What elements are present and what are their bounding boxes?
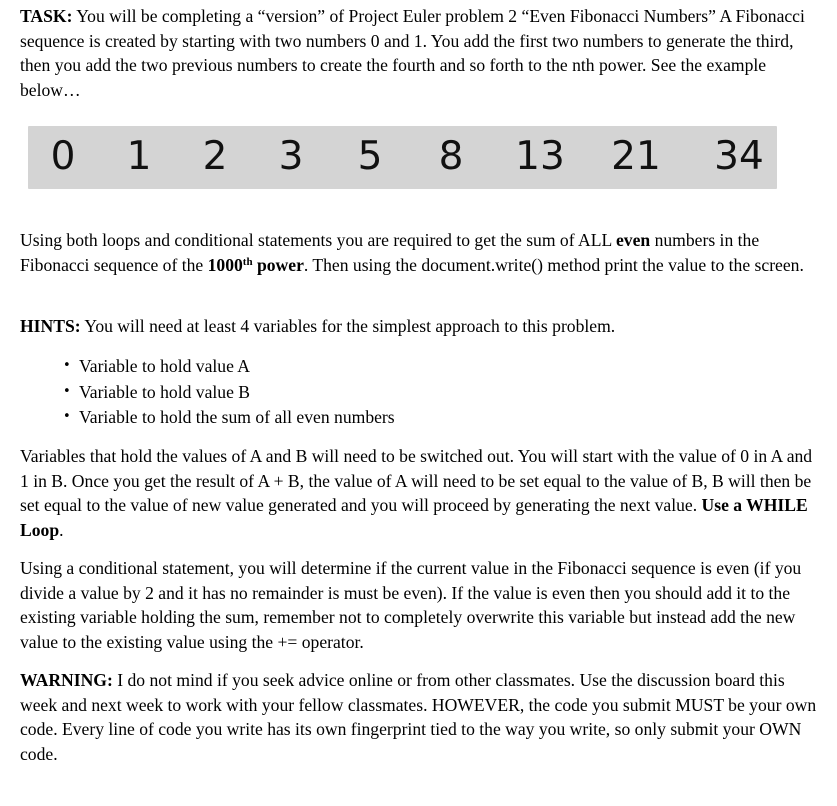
task-text <box>20 4 820 102</box>
hints-paragraph <box>20 314 820 339</box>
fibonacci-number: 2 <box>202 134 228 179</box>
hints-list <box>20 354 800 431</box>
conditional-paragraph <box>20 556 820 654</box>
task-label: TASK: <box>20 6 73 26</box>
fibonacci-number: 34 <box>714 134 764 179</box>
warning-label: WARNING: <box>20 670 113 690</box>
bullet-icon: • <box>63 358 71 373</box>
fibonacci-number: 21 <box>611 134 661 179</box>
conditional-text: Using a conditional statement, you will determine if the current value in the Fibonacci sequence is even (if you divide a value by 2 and it has no remainder is must be even). If the value is even then you should add it to the existing variable holding the sum, remember not to completely overwrite this variable but instead add the new value to the existing value using the += operator. <box>20 558 802 652</box>
power-superscript: th <box>242 255 253 268</box>
requirement-bold-even: even <box>615 230 651 250</box>
fibonacci-number: 1 <box>126 134 152 179</box>
hints-label: HINTS: <box>20 316 81 336</box>
variables-body: Variables that hold the values of A and B will need to be switched out. You will start with the value of 0 in A and 1 in B. Once you get the result of A + B, the value of A will need to be set equal to the value of B, B will then be set equal to the value of new value generated and you will proceed by generating the next value. <box>20 446 813 516</box>
list-item-text: Variable to hold the sum of all even numbers <box>79 407 395 427</box>
list-item-text: Variable to hold value B <box>79 381 251 402</box>
requirement-part2: numbers in the Fibonacci sequence of the <box>20 230 760 275</box>
fibonacci-number: 5 <box>357 134 383 179</box>
bullet-icon: • <box>63 383 71 399</box>
fibonacci-number: 13 <box>515 134 565 179</box>
variables-end: . <box>59 519 64 540</box>
requirement-text <box>20 228 820 277</box>
hints-text <box>20 314 820 339</box>
power-number: 1000 <box>207 254 243 275</box>
list-item <box>20 354 800 380</box>
hints-body: You will need at least 4 variables for the simplest approach to this problem. <box>80 316 616 336</box>
warning-text <box>20 668 820 766</box>
fibonacci-number: 3 <box>278 134 304 179</box>
while-loop-instruction: Use a WHILE Loop <box>20 495 808 540</box>
requirement-paragraph <box>20 228 820 277</box>
variables-text <box>20 444 820 542</box>
list-item <box>20 380 800 406</box>
warning-body: I do not mind if you seek advice online or from other classmates. Use the discussion board this week and next week to work with your fellow classmates. HOWEVER, the code you submit MUST be your own code. Every line of code you write has its own fingerprint tied to the way you write, so only submit your OWN code. <box>20 670 817 764</box>
fibonacci-number: 0 <box>50 134 76 179</box>
warning-paragraph <box>20 668 820 766</box>
list-item <box>20 405 800 431</box>
requirement-part1: Using both loops and conditional statements you are required to get the sum of ALL <box>20 230 616 250</box>
variables-paragraph <box>20 444 820 542</box>
fibonacci-number: 8 <box>438 134 464 179</box>
bullet-icon: • <box>63 409 71 424</box>
task-body: You will be completing a “version” of Project Euler problem 2 “Even Fibonacci Numbers” A Fibonacci sequence is created by starting with two numbers 0 and 1. You add the first two numbers to generate the third, then you add the two previous numbers to create the fourth and so forth to the nth power. See the example below… <box>20 6 805 100</box>
power-word: power <box>252 254 304 275</box>
list-item-text: Variable to hold value A <box>79 356 251 376</box>
fibonacci-example-bar <box>28 126 777 189</box>
requirement-bold-power <box>208 255 304 275</box>
task-paragraph <box>20 4 820 102</box>
requirement-part3: . Then using the document.write() method print the value to the screen. <box>303 254 804 275</box>
